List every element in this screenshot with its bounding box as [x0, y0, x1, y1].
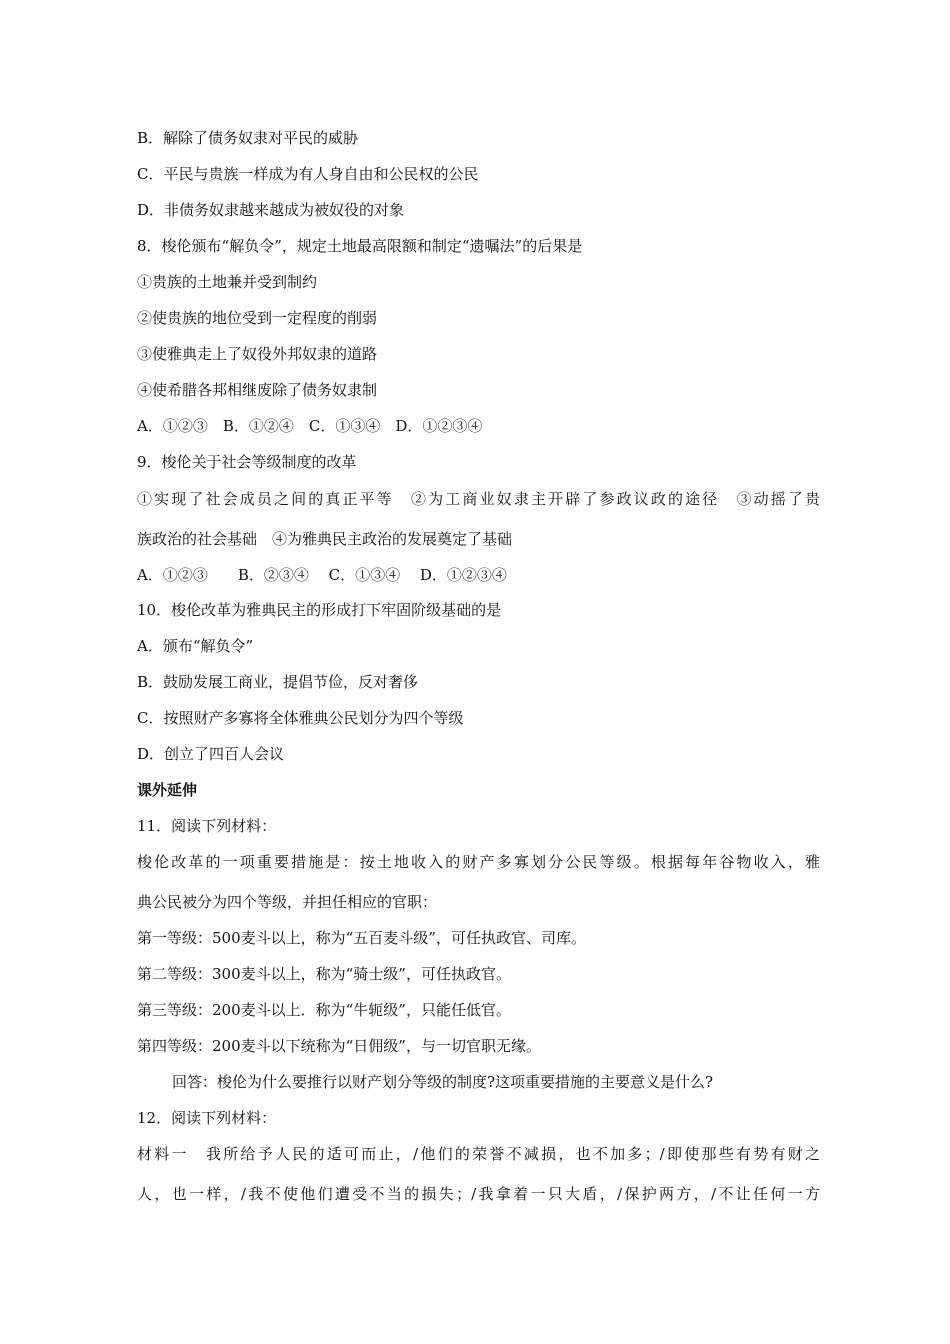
material-1-cont: 人，也一样，/我不使他们遭受不当的损失；/我拿着一只大盾，/保护两方，/不让任何一方 [137, 1185, 820, 1203]
answer-options-8: A．①②③ B．①②④ C．①③④ D．①②③④ [137, 417, 483, 435]
tier-2: 第二等级：300麦斗以上，称为“骑士级”，可任执政官。 [137, 965, 511, 983]
option-d-line: D．非债务奴隶越来越成为被奴役的对象 [137, 201, 405, 219]
tier-3: 第三等级：200麦斗以上．称为“牛轭级”，只能任低官。 [137, 1001, 511, 1019]
answer-options-9: A．①②③ B．②③④ C．①③④ D．①②③④ [137, 566, 507, 584]
question-9-statements: ①实现了社会成员之间的真正平等 ②为工商业奴隶主开辟了参政议政的途径 ③动摇了贵 [137, 490, 820, 508]
question-9: 9．梭伦关于社会等级制度的改革 [137, 453, 357, 471]
question-11: 11．阅读下列材料： [137, 817, 277, 835]
question-11-prompt: 回答：梭伦为什么要推行以财产划分等级的制度?这项重要措施的主要意义是什么? [172, 1073, 714, 1091]
section-heading: 课外延伸 [137, 781, 198, 799]
material-paragraph: 梭伦改革的一项重要措施是：按土地收入的财产多寡划分公民等级。根据每年谷物收入，雅 [137, 853, 820, 871]
question-9-statements-cont: 族政治的社会基础 ④为雅典民主政治的发展奠定了基础 [137, 530, 513, 548]
material-1: 材料一 我所给予人民的适可而止，/他们的荣誉不减损，也不加多；/即使那些有势有财之 [137, 1145, 820, 1163]
tier-4: 第四等级：200麦斗以下统称为“日佣级”，与一切官职无缘。 [137, 1037, 541, 1055]
option-c-line: C．按照财产多寡将全体雅典公民划分为四个等级 [137, 709, 464, 727]
option-a-line: A．颁布“解负令” [137, 637, 254, 655]
option-d-line: D．创立了四百人会议 [137, 745, 285, 763]
material-paragraph-cont: 典公民被分为四个等级，并担任相应的官职： [137, 893, 438, 911]
question-10: 10．梭伦改革为雅典民主的形成打下牢固阶级基础的是 [137, 601, 502, 619]
statement-2: ②使贵族的地位受到一定程度的削弱 [137, 309, 378, 327]
option-b-line: B．鼓励发展工商业，提倡节俭，反对奢侈 [137, 673, 419, 691]
option-b-line: B．解除了债务奴隶对平民的威胁 [137, 129, 359, 147]
statement-1: ①贵族的土地兼并受到制约 [137, 273, 318, 291]
question-12: 12．阅读下列材料： [137, 1109, 277, 1127]
tier-1: 第一等级：500麦斗以上，称为“五百麦斗级”，可任执政官、司库。 [137, 929, 586, 947]
option-c-line: C．平民与贵族一样成为有人身自由和公民权的公民 [137, 165, 479, 183]
question-8: 8．梭伦颁布“解负令”，规定土地最高限额和制定“遗嘱法”的后果是 [137, 237, 583, 255]
statement-4: ④使希腊各邦相继废除了债务奴隶制 [137, 381, 378, 399]
statement-3: ③使雅典走上了奴役外邦奴隶的道路 [137, 345, 378, 363]
